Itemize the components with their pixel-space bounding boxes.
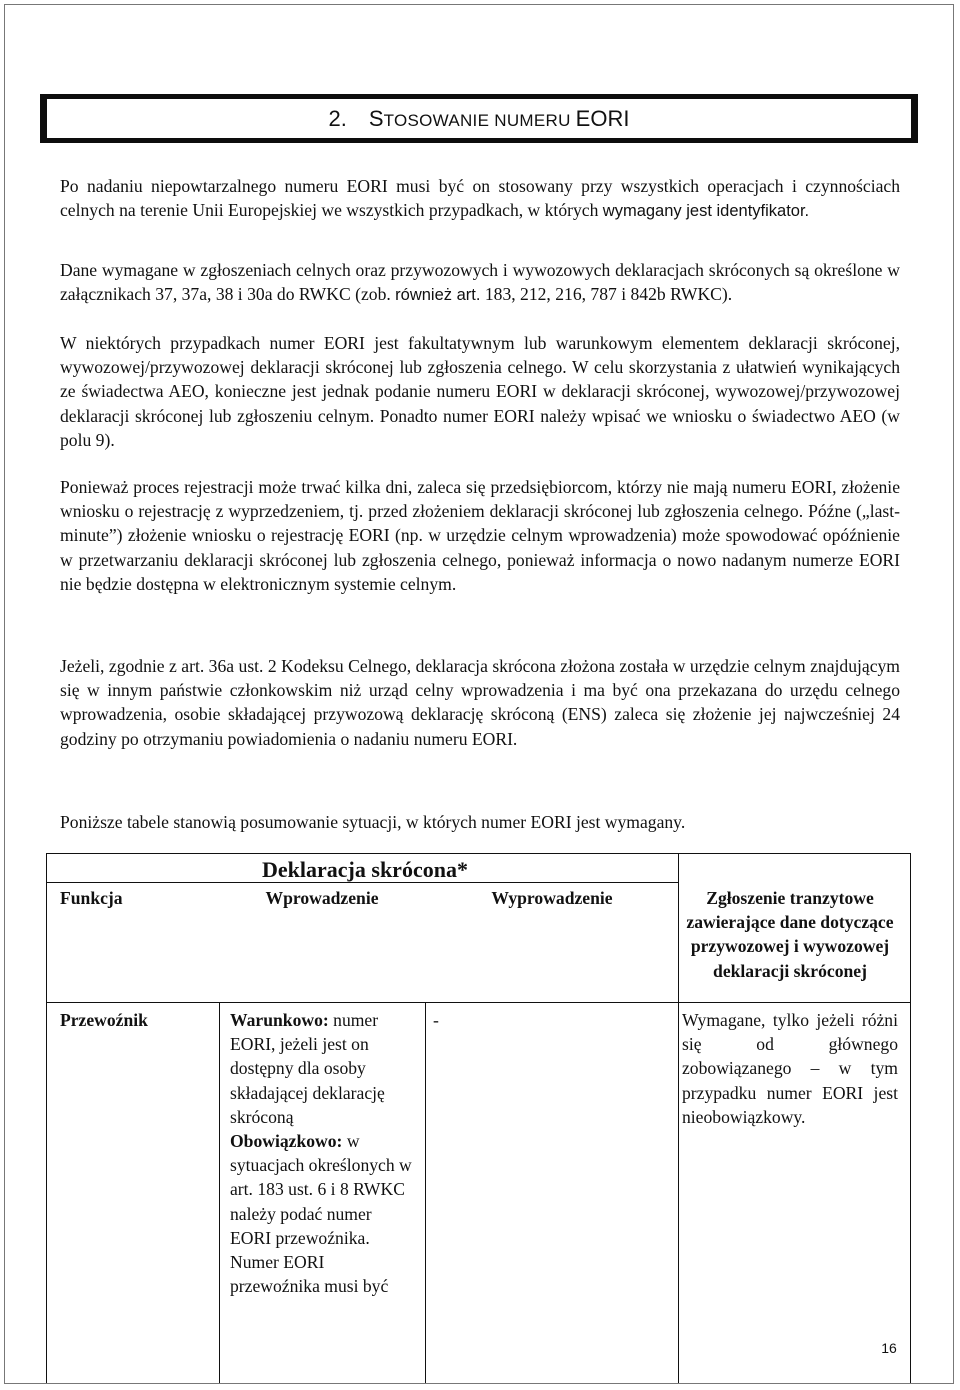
- paragraph-required-data: [60, 258, 900, 307]
- section-title: [369, 106, 630, 132]
- paragraph-optional-eori: [60, 331, 900, 452]
- cell-text: w sytuacjach określonych w art. 183 ust. 6 i 8 RWKC należy podać numer EORI przewoźnika. Numer EORI przewoźnika musi być: [230, 1131, 412, 1297]
- paragraph-text: 183, 212, 216, 787 i 842b RWKC).: [480, 284, 733, 305]
- paragraph-text: Ponieważ proces rejestracji może trwać kilka dni, zaleca się przedsiębiorcom, którzy nie mają numeru EORI, złożenie wniosku o rejestrację z wyprzedzeniem, tj. przed złożeniem deklaracji skróconej lub zgłoszenia celnego. Późne („last-minute”) złożenie wniosku o rejestrację EORI (np. w urzędzie celnym wprowadzenia) może spowodować opóźnienie w przetwarzaniu deklaracji skróconej lub zgłoszenia celnego, ponieważ informacja o nowo nadanym numerze EORI nie będzie dostępna w elektronicznym systemie celnym.: [60, 477, 900, 594]
- section-title-part: TOSOWANIE NUMERU: [383, 110, 576, 130]
- table-right-border: [910, 853, 911, 1383]
- section-number: 2.: [328, 105, 347, 131]
- paragraph-text: W niektórych przypadkach numer EORI jest fakultatywnym lub warunkowym elementem deklaracji skróconej, wywozowej/przywozowej deklaracji skróconej lub zgłoszenia celnego. W celu skorzystania z ułatwień wynikających ze świadectwa AEO, konieczne jest jednak podanie numeru EORI w deklaracji skróconej, wywozowej/przywozowej deklaracji skróconej lub zgłoszeniu celnym. Ponadto numer EORI należy wpisać we wniosku o świadectwo AEO (w polu 9).: [60, 333, 900, 450]
- section-heading-inner: [47, 99, 911, 138]
- paragraph-text: Poniższe tabele stanowią posumowanie sytuacji, w których numer EORI jest wymagany.: [60, 812, 686, 832]
- table-top-border: [46, 853, 910, 854]
- table-cell-tranzyt: Wymagane, tylko jeżeli różni się od głównego zobowiązanego – w tym przypadku numer EORI jest nieobowiązkowy.: [682, 1010, 898, 1127]
- table-cell-wyprowadzenie: -: [433, 1010, 439, 1030]
- table-cell-wprowadzenie: [230, 1008, 415, 1298]
- table-column-divider: [678, 853, 679, 1383]
- paragraph-text-sans: również art.: [395, 286, 481, 305]
- paragraph-text: Po nadaniu niepowtarzalnego numeru EORI musi być on stosowany przy wszystkich operacjach i czynnościach celnych na terenie Unii Europejskiej we wszystkich przypadkach, w których: [60, 176, 900, 221]
- paragraph-ens-filing: [60, 654, 900, 751]
- paragraph-text-sans: wymagany jest identyfikator.: [602, 202, 810, 221]
- paragraph-eori-usage: [60, 174, 900, 223]
- table-header-wprowadzenie: Wprowadzenie: [265, 888, 379, 908]
- section-title-part: S: [368, 105, 384, 131]
- section-title-part: EORI: [575, 105, 630, 131]
- cell-label: Obowiązkowo:: [230, 1131, 343, 1152]
- table-caption: Deklaracja skrócona*: [262, 857, 468, 882]
- paragraph-registration-time: [60, 475, 900, 596]
- table-header-wyprowadzenie: Wyprowadzenie: [491, 888, 613, 908]
- page-number: 16: [881, 1340, 897, 1356]
- paragraph-text: Dane wymagane w zgłoszeniach celnych oraz przywozowych i wywozowych deklaracjach skróconych są określone w załącznikach 37, 37a, 38 i 30a do RWKC (zob.: [60, 260, 900, 305]
- paragraph-table-intro: [60, 810, 900, 834]
- table-header-funkcja: Funkcja: [60, 888, 123, 908]
- table-header-border: [46, 1002, 910, 1003]
- paragraph-text: Jeżeli, zgodnie z art. 36a ust. 2 Kodeksu Celnego, deklaracja skrócona złożona została w urzędzie celnym znajdującym się w innym państwie członkowskim niż urząd celny wprowadzenia i ma być ona przekazana do urzędu celnego wprowadzenia, osobie składającej przywozową deklarację skróconą (ENS) zaleca się złożenie jej najwcześniej 24 godziny po otrzymaniu powiadomienia o nadaniu numeru EORI.: [60, 656, 900, 749]
- table-cell-funkcja: Przewoźnik: [60, 1010, 148, 1030]
- table-column-divider: [425, 1002, 426, 1383]
- table-left-border: [46, 853, 47, 1383]
- cell-text: numer EORI, jeżeli jest on dostępny dla osoby składającej deklarację skróconą: [230, 1010, 385, 1127]
- section-heading: [40, 94, 918, 143]
- table-column-divider: [219, 1002, 220, 1383]
- cell-label: Warunkowo:: [230, 1010, 329, 1030]
- table-header-tranzyt: Zgłoszenie tranzytowe zawierające dane dotyczące przywozowej i wywozowej deklaracji skróconej: [686, 888, 894, 981]
